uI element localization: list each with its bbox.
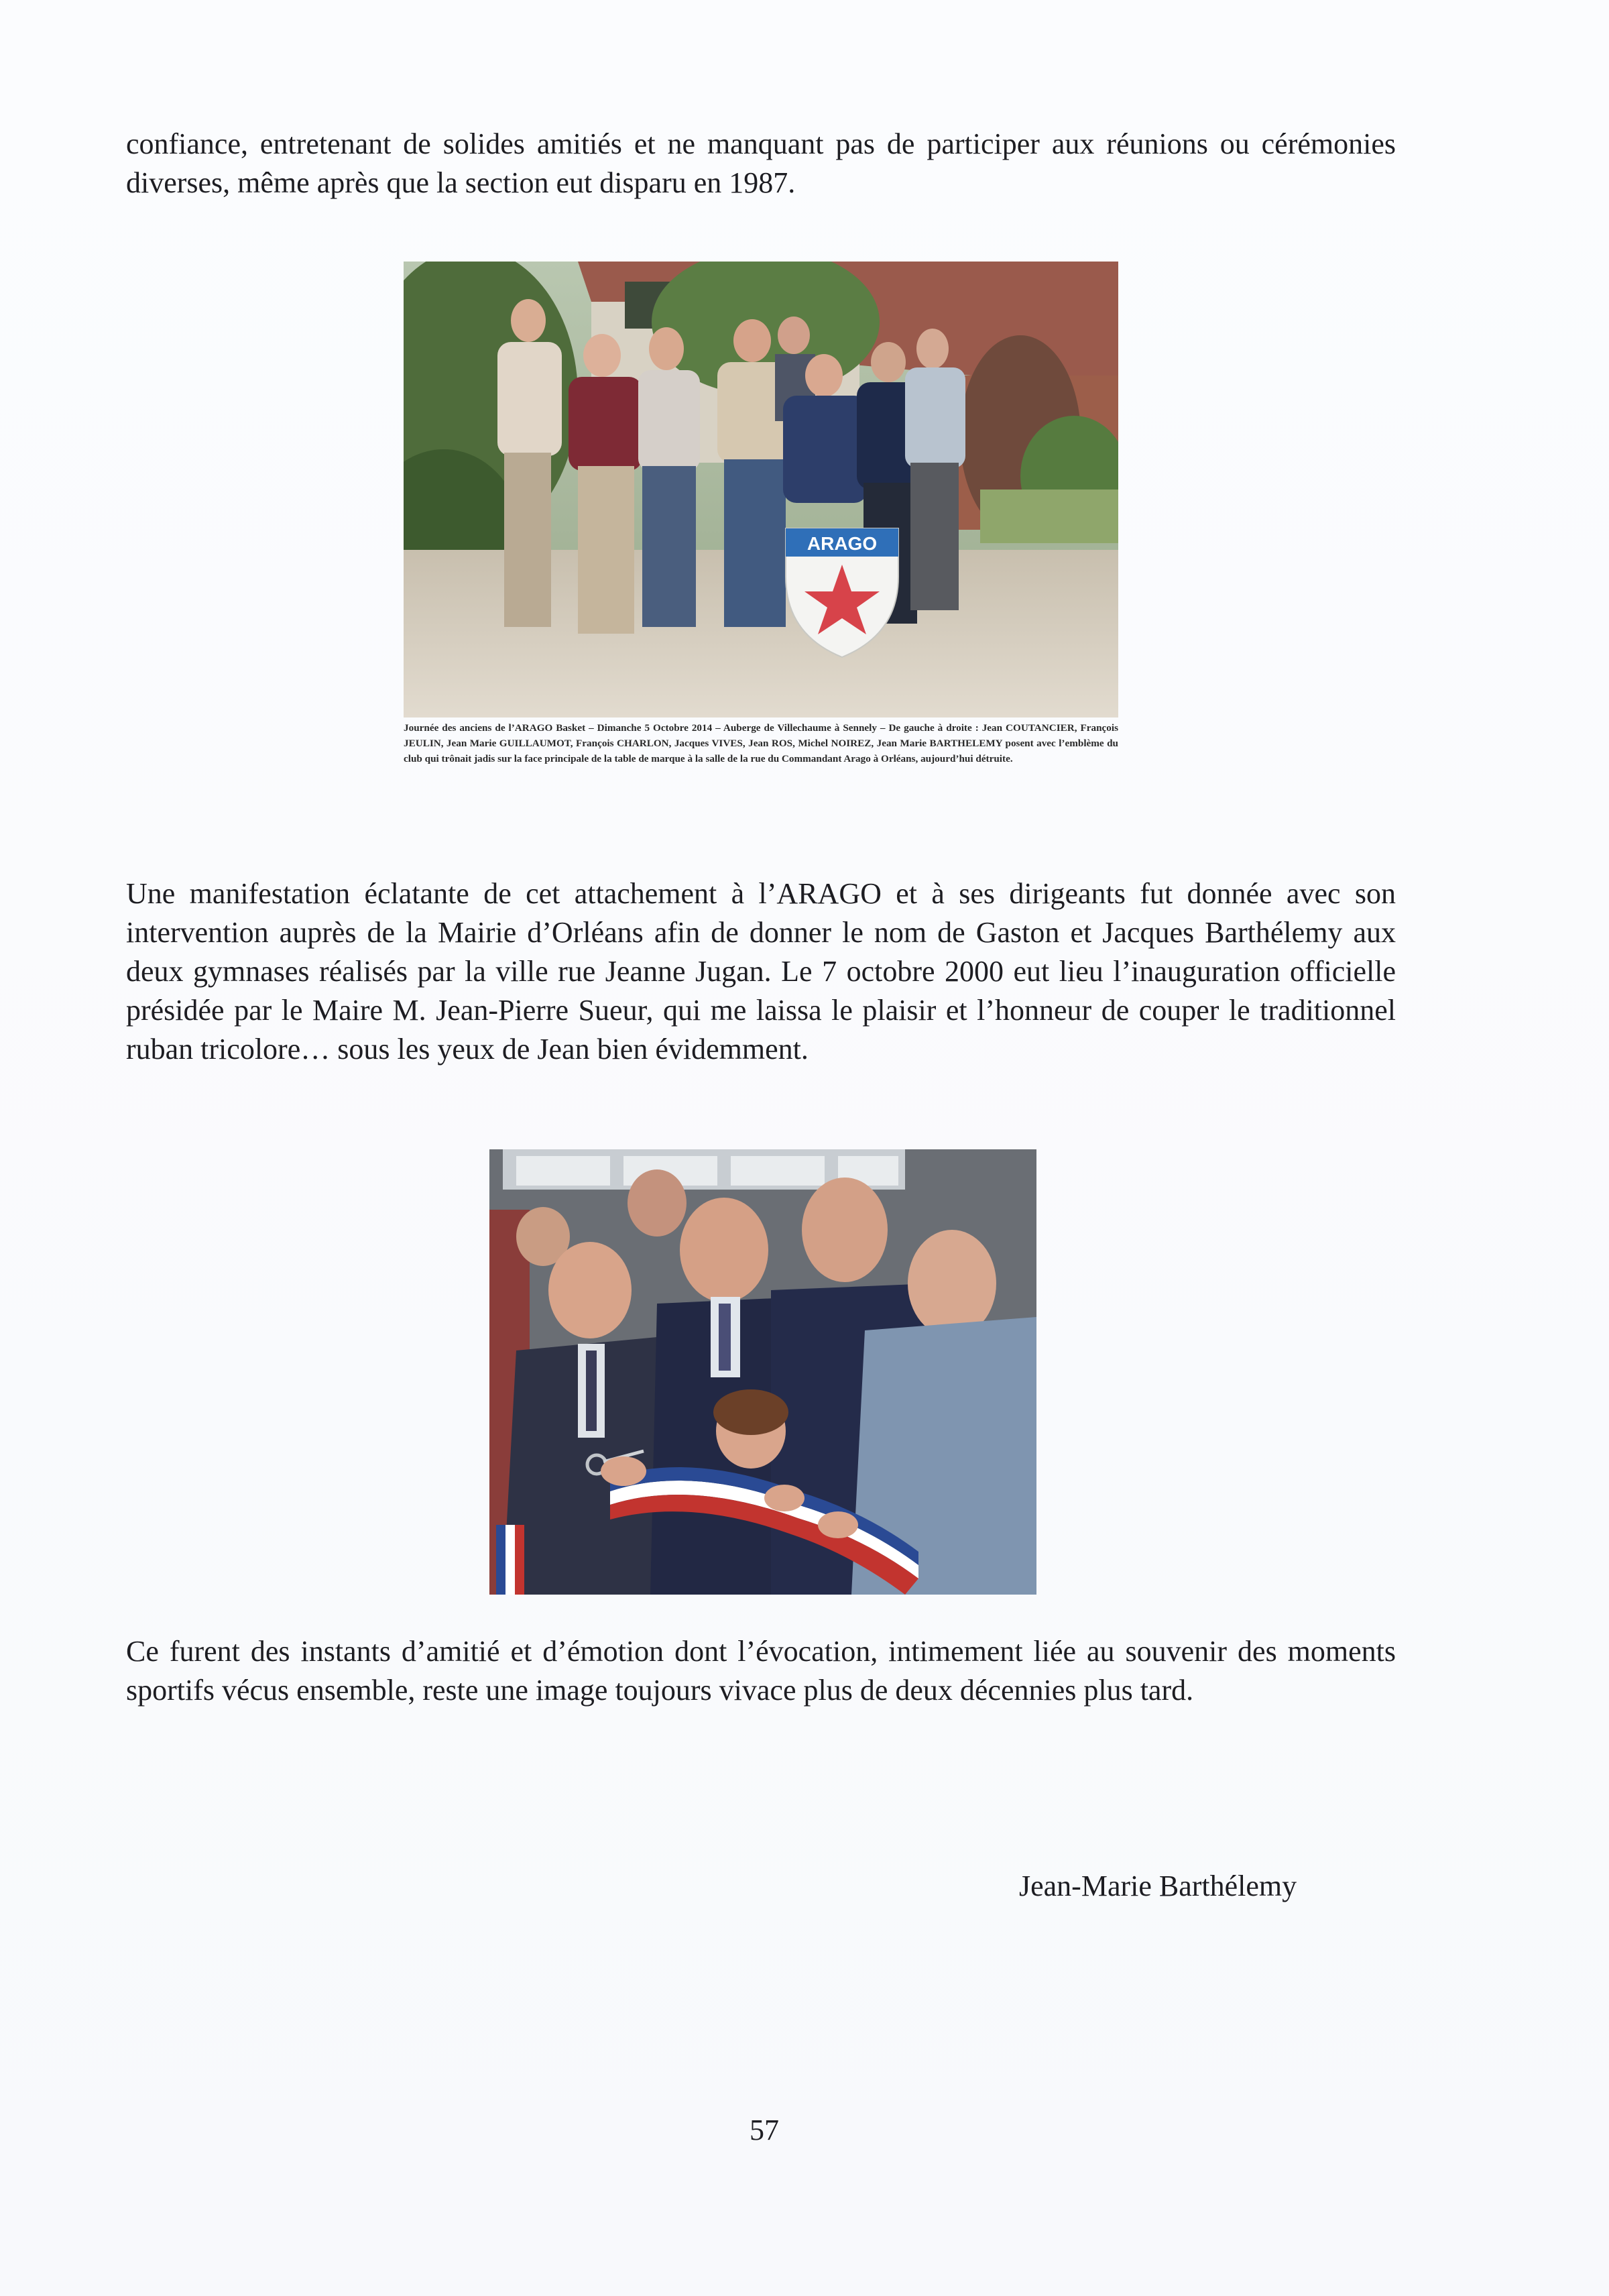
- pennant-label: ARAGO: [807, 533, 878, 554]
- group-photo-caption: Journée des anciens de l’ARAGO Basket – Dimanche 5 Octobre 2014 – Auberge de Villechaume à Sennely – De gauche à droite : Jean COUTANCIER, François JEULIN, Jean Marie GUILLAUMOT, François CHARLON, Jacques VIVES, Jean ROS, Michel NOIREZ, Jean Marie BARTHELEMY posent avec l’emblème du club qui trônait jadis sur la face principale de la table de marque à la salle de la rue du Commandant Arago à Orléans, aujourd’hui détruite.: [404, 722, 1118, 764]
- body-paragraph-3: Ce furent des instants d’amitié et d’émotion dont l’évocation, intimement liée au souvenir des moments sportifs vécus ensemble, reste une image toujours vivace plus de deux décennies plus tard.: [126, 1635, 1396, 1707]
- author-signature: Jean-Marie Barthélemy: [1019, 1870, 1297, 1902]
- ribbon-cutting-photo: [489, 1149, 1036, 1595]
- body-paragraph-1: confiance, entretenant de solides amitiés et ne manquant pas de participer aux réunions ou cérémonies diverses, même après que la section eut disparu en 1987.: [126, 127, 1396, 199]
- page-number: 57: [750, 2114, 779, 2146]
- body-paragraph-2: Une manifestation éclatante de cet attachement à l’ARAGO et à ses dirigeants fut donnée avec son intervention auprès de la Mairie d’Orléans afin de donner le nom de Gaston et Jacques Barthélemy aux deux gymnases réalisés par la ville rue Jeanne Jugan. Le 7 octobre 2000 eut lieu l’inauguration officielle présidée par le Maire M. Jean-Pierre Sueur, qui me laissa le plaisir et l’honneur de couper le traditionnel ruban tricolore… sous les yeux de Jean bien évidemment.: [126, 877, 1396, 1066]
- group-photo: [404, 262, 1118, 718]
